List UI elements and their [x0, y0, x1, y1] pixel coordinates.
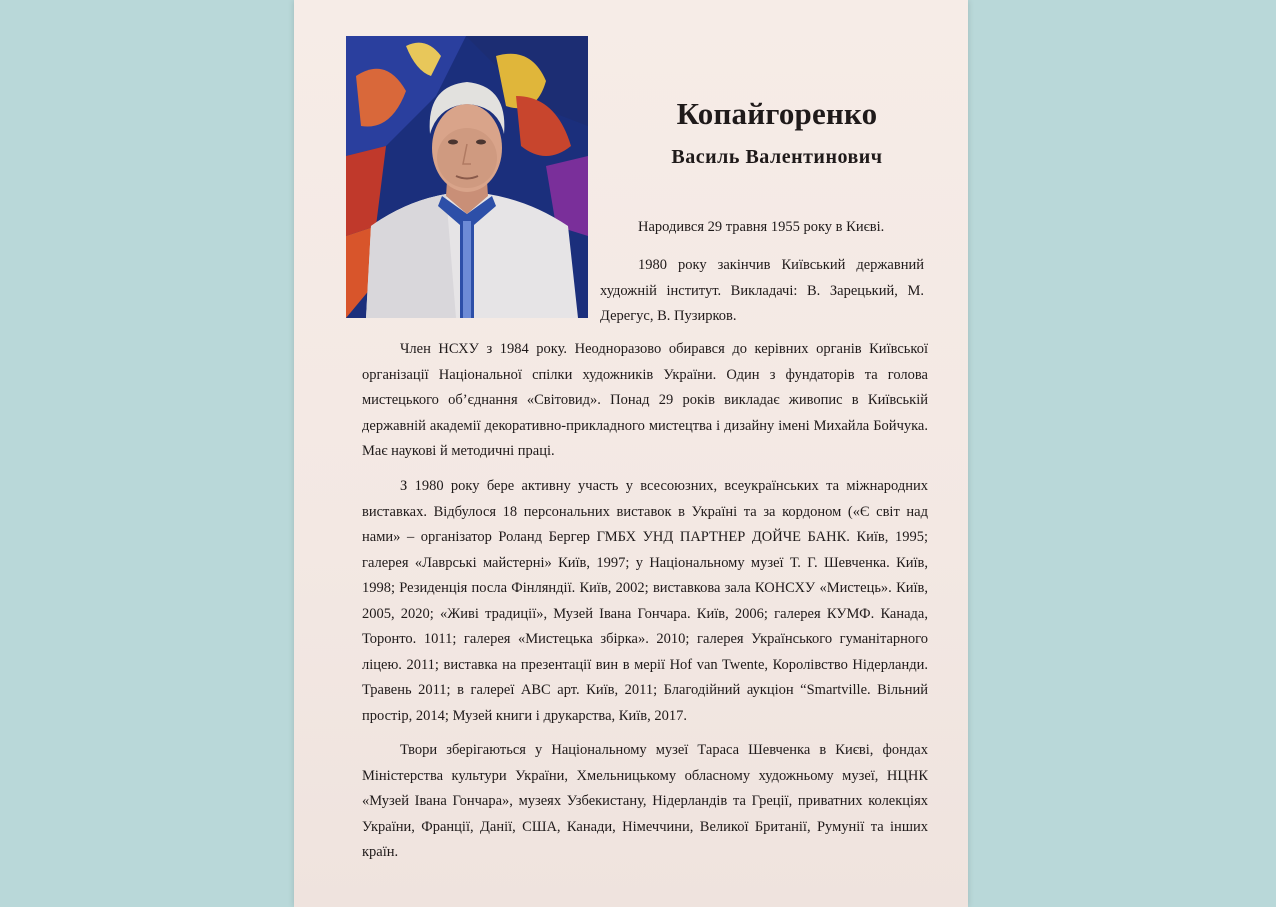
membership-paragraph: Член НСХУ з 1984 року. Неодноразово обирався до керівних органів Київської організації Національної спілки художників України. Один з фундаторів та голова мистецького об’єднання «Світовид». Понад 29 років викладає живопис в Київській державній академії декоративно-прикладного мистецтва і дизайну імені Михайла Бойчука. Має наукові й методичні праці.	[362, 341, 928, 459]
surname-heading: Копайгоренко	[676, 96, 878, 131]
exhibitions-paragraph: З 1980 року бере активну участь у всесоюзних, всеукраїнських та міжнародних виставках. Відбулося 18 персональних виставок в Україні та за кордоном («Є світ над нами» – організатор Роланд Бергер ГМБХ УНД ПАРТНЕР ДОЙЧЕ БАНК. Київ, 1995; галерея «Лаврські майстерні» Київ, 1997; у Національному музеї Т. Г. Шевченка. Київ, 1998; Резиденція посла Фінляндії. Київ, 2002; виставкова зала КОНСХУ «Мистець». Київ, 2005, 2020; «Живі традиції», Музей Івана Гончара. Київ, 2006; галерея КУМФ. Канада, Торонто. 1011; галерея «Мистецька збірка». 2010; галерея Українського гуманітарного ліцею. 2011; виставка на презентації вин в мерії Hof van Twente, Королівство Нідерланди. Травень 2011; в галереї АВС арт. Київ, 2011; Благодійний аукціон “Smartville. Вільний простір, 2014; Музей книги і друкарства, Київ, 2017.	[362, 478, 928, 724]
biography-page	[294, 0, 968, 907]
collections-paragraph: Твори зберігаються у Національному музеї Тараса Шевченка в Києві, фондах Міністерства культури України, Хмельницькому обласному художньому музеї, НЦНК «Музей Івана Гончара», музеях Узбекистану, Нідерландів та Греції, приватних колекціях України, Франції, Данії, США, Канади, Німеччини, Великої Британії, Румунії та інших країн.	[362, 742, 928, 860]
given-names-heading: Василь Валентинович	[671, 146, 883, 168]
birth-paragraph: Народився 29 травня 1955 року в Києві.	[638, 219, 885, 235]
education-paragraph: 1980 року закінчив Київський державний художній інститут. Викладачі: В. Зарецький, М. Дерегус, В. Пузирков.	[600, 257, 924, 324]
portrait-photo	[346, 36, 588, 318]
